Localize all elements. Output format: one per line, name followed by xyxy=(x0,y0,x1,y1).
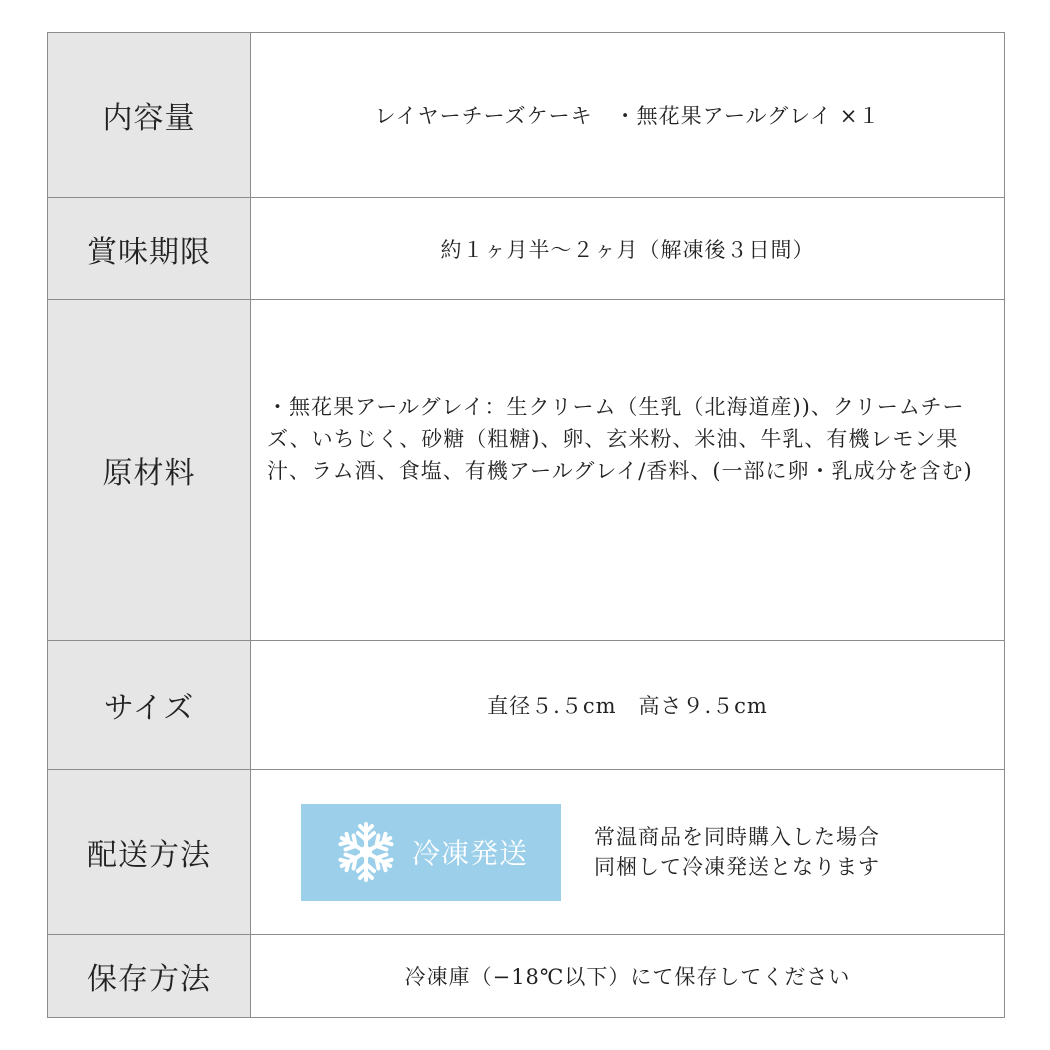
spec-row-expiry xyxy=(48,198,1005,300)
shipping-note-line1: 常温商品を同時購入した場合 xyxy=(594,825,880,849)
frozen-shipping-label: 冷凍発送 xyxy=(411,837,528,870)
shipping-note-line2: 同梱して冷凍発送となります xyxy=(594,855,880,879)
ingredients-label: 原材料 xyxy=(48,300,251,641)
contents-value: レイヤーチーズケーキ ・無花果アールグレイ ×１ xyxy=(251,33,1005,198)
ingredients-cell xyxy=(251,300,1005,641)
size-label: サイズ xyxy=(48,641,251,770)
shipping-label: 配送方法 xyxy=(48,770,251,935)
shipping-note xyxy=(594,822,880,882)
shipping-cell xyxy=(251,770,1005,935)
spec-row-contents xyxy=(48,33,1005,198)
expiry-value: 約１ヶ月半〜２ヶ月（解凍後３日間） xyxy=(251,198,1005,300)
expiry-label: 賞味期限 xyxy=(48,198,251,300)
spec-row-storage xyxy=(48,935,1005,1018)
storage-value: 冷凍庫（−18℃以下）にて保存してください xyxy=(251,935,1005,1018)
contents-label: 内容量 xyxy=(48,33,251,198)
spec-row-ingredients xyxy=(48,300,1005,641)
ingredients-value: ・無花果アールグレイ：生クリーム（生乳（北海道産))、クリームチーズ、いちじく、砂糖（粗糖)、卵、玄米粉、米油、牛乳、有機レモン果汁、ラム酒、食塩、有機アールグレイ/香料、(一部に卵・乳成分を含む) xyxy=(267,395,973,483)
size-value: 直径５.５cm 高さ９.５cm xyxy=(251,641,1005,770)
spec-row-size xyxy=(48,641,1005,770)
storage-label: 保存方法 xyxy=(48,935,251,1018)
shipping-content xyxy=(251,804,1004,901)
frozen-shipping-badge xyxy=(301,804,561,901)
spec-row-shipping xyxy=(48,770,1005,935)
snowflake-icon xyxy=(334,820,398,884)
product-spec-table xyxy=(47,32,1005,1018)
